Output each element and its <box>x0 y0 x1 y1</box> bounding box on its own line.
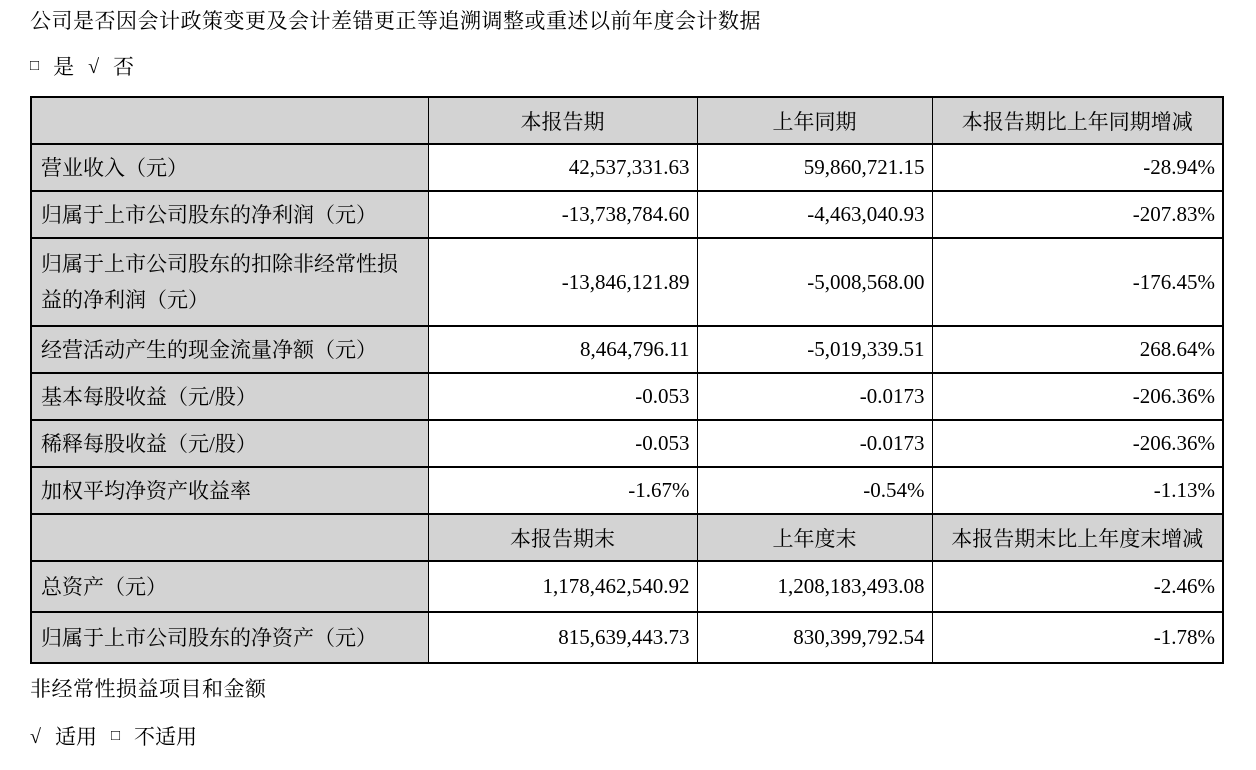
change-value: -2.46% <box>932 561 1223 612</box>
prior-period-value: -0.0173 <box>697 373 932 420</box>
change-value: -206.36% <box>932 420 1223 467</box>
table-row <box>31 420 1223 467</box>
not-applicable-label: 不适用 <box>134 725 198 749</box>
col-header-period-change: 本报告期比上年同期增减 <box>932 97 1223 144</box>
current-period-value: 1,178,462,540.92 <box>428 561 697 612</box>
current-period-value: 815,639,443.73 <box>428 612 697 663</box>
row-label: 加权平均净资产收益率 <box>31 467 428 514</box>
change-value: -1.13% <box>932 467 1223 514</box>
check-mark: √ <box>30 726 41 748</box>
section2-header-row <box>31 514 1223 561</box>
prior-period-value: -0.54% <box>697 467 932 514</box>
section1-header-row <box>31 97 1223 144</box>
row-label: 归属于上市公司股东的净利润（元） <box>31 191 428 238</box>
prior-period-value: -4,463,040.93 <box>697 191 932 238</box>
row-label: 归属于上市公司股东的扣除非经常性损益的净利润（元） <box>31 238 428 326</box>
col-header-prior-period: 上年同期 <box>697 97 932 144</box>
applicable-label: 适用 <box>54 725 97 749</box>
row-label: 稀释每股收益（元/股） <box>31 420 428 467</box>
table-row <box>31 238 1223 326</box>
prior-period-value: -0.0173 <box>697 420 932 467</box>
corner-cell-blank <box>31 514 428 561</box>
table-row <box>31 191 1223 238</box>
row-label: 经营活动产生的现金流量净额（元） <box>31 326 428 373</box>
table-row <box>31 561 1223 612</box>
col-header-period-end: 本报告期末 <box>428 514 697 561</box>
table-row <box>31 326 1223 373</box>
prior-period-value: -5,008,568.00 <box>697 238 932 326</box>
table-row <box>31 373 1223 420</box>
table-row <box>31 144 1223 191</box>
prior-period-value: 830,399,792.54 <box>697 612 932 663</box>
row-label: 基本每股收益（元/股） <box>31 373 428 420</box>
unchecked-checkbox: □ <box>30 58 40 74</box>
non-recurring-items-heading: 非经常性损益项目和金额 <box>30 677 267 701</box>
row-label: 归属于上市公司股东的净资产（元） <box>31 612 428 663</box>
no-label: 否 <box>113 55 135 79</box>
change-value: -207.83% <box>932 191 1223 238</box>
current-period-value: -13,846,121.89 <box>428 238 697 326</box>
col-header-prior-year-end: 上年度末 <box>697 514 932 561</box>
current-period-value: -0.053 <box>428 420 697 467</box>
key-financials-table <box>30 96 1224 664</box>
applicable-choice-line <box>30 724 1222 750</box>
table-row <box>31 467 1223 514</box>
current-period-value: -13,738,784.60 <box>428 191 697 238</box>
prior-period-value: 1,208,183,493.08 <box>697 561 932 612</box>
corner-cell-blank <box>31 97 428 144</box>
current-period-value: -0.053 <box>428 373 697 420</box>
row-label: 总资产（元） <box>31 561 428 612</box>
prior-period-value: 59,860,721.15 <box>697 144 932 191</box>
table-row <box>31 612 1223 663</box>
change-value: -1.78% <box>932 612 1223 663</box>
prior-period-value: -5,019,339.51 <box>697 326 932 373</box>
current-period-value: -1.67% <box>428 467 697 514</box>
row-label: 营业收入（元） <box>31 144 428 191</box>
change-value: -206.36% <box>932 373 1223 420</box>
yes-label: 是 <box>53 55 75 79</box>
accounting-restatement-question: 公司是否因会计政策变更及会计差错更正等追溯调整或重述以前年度会计数据 <box>30 9 761 33</box>
col-header-year-end-change: 本报告期末比上年度末增减 <box>932 514 1223 561</box>
yes-no-choice-line <box>30 54 1222 80</box>
unchecked-checkbox: □ <box>110 728 121 744</box>
current-period-value: 8,464,796.11 <box>428 326 697 373</box>
change-value: -176.45% <box>932 238 1223 326</box>
change-value: -28.94% <box>932 144 1223 191</box>
change-value: 268.64% <box>932 326 1223 373</box>
check-mark: √ <box>88 56 100 78</box>
current-period-value: 42,537,331.63 <box>428 144 697 191</box>
col-header-current-period: 本报告期 <box>428 97 697 144</box>
